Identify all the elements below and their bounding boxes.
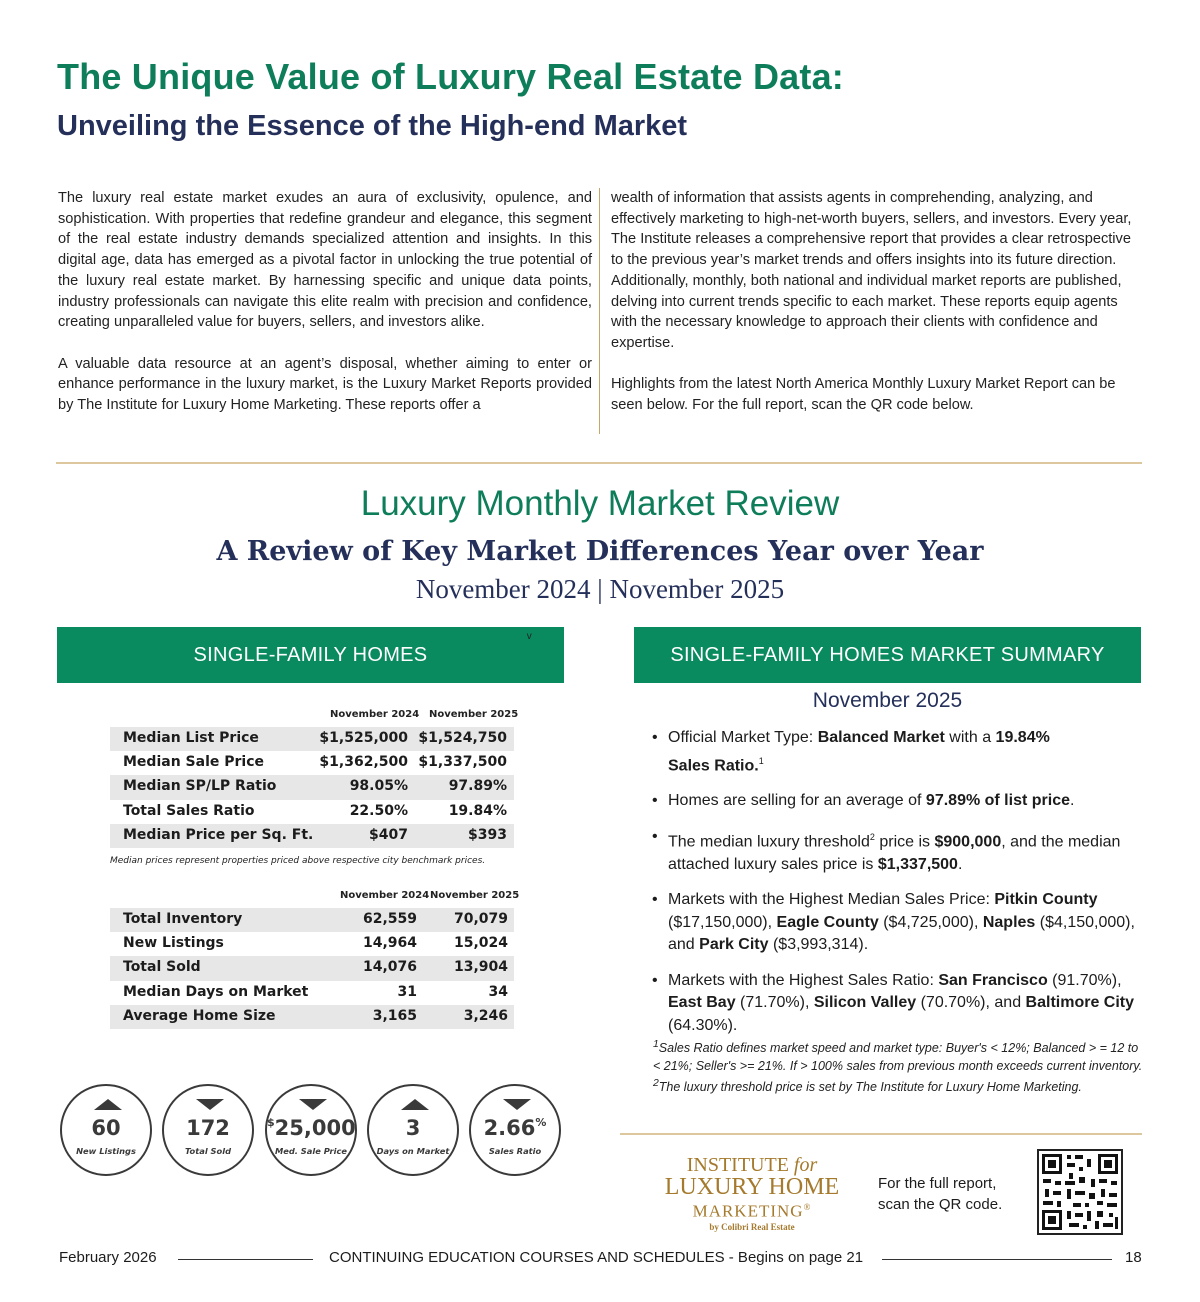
footer-rule <box>178 1259 313 1260</box>
table-row <box>110 800 514 824</box>
table-row <box>110 956 514 980</box>
table-row <box>110 908 514 932</box>
change-value: 60 <box>91 1116 121 1140</box>
page-number: 18 <box>1125 1249 1142 1266</box>
cell-2025: $1,337,500 <box>418 754 507 771</box>
cell-2024: $1,362,500 <box>319 754 408 771</box>
change-value: 172 <box>186 1116 230 1140</box>
change-badge-sales-ratio <box>469 1084 561 1176</box>
table-header <box>110 890 520 908</box>
table-row <box>110 727 514 751</box>
summary-date: November 2025 <box>812 689 963 712</box>
table-row <box>110 1005 514 1029</box>
caret-mark: v <box>526 631 532 642</box>
table-header <box>110 709 519 727</box>
row-label: Total Sold <box>123 959 201 976</box>
row-label: New Listings <box>123 935 224 952</box>
column-divider <box>599 188 600 434</box>
price-table <box>110 709 519 848</box>
article-right-column <box>611 188 1145 436</box>
cell-2024: 98.05% <box>349 778 408 795</box>
arrow-down-icon <box>196 1099 224 1110</box>
list-item: • Markets with the Highest Sales Ratio: San Francisco (91.70%), East Bay (71.70%), Silicon Valley (70.70%), and Baltimore City (64.30%). <box>652 970 1142 1038</box>
arrow-up-icon <box>94 1099 122 1110</box>
cell-2025: 34 <box>488 983 508 1000</box>
section-divider <box>620 1133 1142 1135</box>
cell-2025: $1,524,750 <box>418 730 507 746</box>
article-paragraph: Highlights from the latest North America Monthly Luxury Market Report can be seen below. For the full report, scan the QR code below. <box>611 376 1116 414</box>
cell-2024: 31 <box>397 983 417 1000</box>
review-title: Luxury Monthly Market Review <box>360 484 840 523</box>
change-badge-sale-price <box>265 1084 357 1176</box>
arrow-up-icon <box>401 1099 429 1110</box>
table-row <box>110 981 514 1005</box>
change-caption: Total Sold <box>184 1146 232 1156</box>
row-label: Median List Price <box>123 730 259 746</box>
banner-label: SINGLE-FAMILY HOMES MARKET SUMMARY <box>670 644 1105 666</box>
row-label: Median Price per Sq. Ft. <box>123 826 314 843</box>
cell-2025: 19.84% <box>448 802 507 819</box>
cell-2024: 3,165 <box>372 1007 417 1024</box>
change-caption: Days on Market <box>376 1146 450 1156</box>
cell-2024: 22.50% <box>349 802 408 819</box>
cell-2025: 3,246 <box>463 1007 508 1024</box>
arrow-down-icon <box>299 1099 327 1110</box>
change-value: 2.66% <box>483 1116 547 1140</box>
summary-list <box>652 727 1142 1037</box>
row-label: Median Sale Price <box>123 754 264 771</box>
qr-code-icon[interactable] <box>1037 1149 1123 1235</box>
institute-logo: INSTITUTE for LUXURY HOME MARKETING® by Colibri Real Estate <box>664 1154 840 1232</box>
column-header: November 2025 <box>430 890 520 901</box>
banner-label: SINGLE-FAMILY HOMES <box>193 644 428 666</box>
change-badge-new-listings <box>60 1084 152 1176</box>
row-label: Total Sales Ratio <box>123 802 255 819</box>
footer-date: February 2026 <box>59 1249 157 1266</box>
section-divider <box>56 462 1142 464</box>
list-item: • Homes are selling for an average of 97.89% of list price. <box>652 790 1142 813</box>
cell-2024: $1,525,000 <box>319 730 408 746</box>
cell-2025: 13,904 <box>453 959 508 976</box>
table-row <box>110 775 514 799</box>
review-dates: November 2024 | November 2025 <box>415 574 785 604</box>
cell-2024: $407 <box>369 826 408 843</box>
qr-caption: For the full report, scan the QR code. <box>878 1175 1003 1213</box>
market-summary-banner <box>634 627 1141 683</box>
row-label: Median SP/LP Ratio <box>123 778 277 795</box>
list-item: • Official Market Type: Balanced Market with a 19.84% Sales Ratio.$^1$ <box>652 727 1142 777</box>
change-caption: Sales Ratio <box>488 1146 542 1156</box>
change-caption: Med. Sale Price <box>274 1146 348 1156</box>
column-header: November 2025 <box>429 709 519 720</box>
change-value: 3 <box>405 1116 421 1140</box>
footer-rule <box>882 1259 1112 1260</box>
article-left-column <box>58 188 592 436</box>
cell-2024: 14,964 <box>362 935 417 952</box>
row-label: Median Days on Market <box>123 983 309 1000</box>
cell-2025: 97.89% <box>448 778 507 795</box>
cell-2025: $393 <box>468 826 507 843</box>
cell-2025: 70,079 <box>453 911 508 927</box>
article-paragraph: wealth of information that assists agents in comprehending, analyzing, and effectively marketing to high-net-worth buyers, sellers, and investors. Every year, The Institute releases a comprehensive report that provides a clear retrospective to the previous year’s market trends and offers insights into its future direction. Additionally, monthly, both national and individual market reports are published, delving into current trends specific to each market. These reports equip agents with the necessary knowledge to approach their clients with confidence and expertise. <box>611 190 1132 351</box>
inventory-table <box>110 890 520 1029</box>
single-family-banner <box>57 627 564 683</box>
summary-footnote: $^1$Sales Ratio defines market speed and market type: Buyer's < 12%; Balanced > = 12 to < 21%; Seller's >= 21%. If > 100% sales from previous month exceeds current inventory. $^2$The luxury threshold price is set by The Institute for Luxury Home Marketing. <box>653 1039 1143 1095</box>
change-caption: New Listings <box>76 1146 136 1156</box>
table-row <box>110 824 514 848</box>
change-badge-total-sold <box>162 1084 254 1176</box>
list-item: • Markets with the Highest Median Sales Price: Pitkin County ($17,150,000), Eagle County ($4,725,000), Naples ($4,150,000), and Park City ($3,993,314). <box>652 889 1142 957</box>
article-paragraph: A valuable data resource at an agent’s disposal, whether aiming to enter or enhance performance in the luxury market, is the Luxury Market Reports provided by The Institute for Luxury Home Marketing. These reports offer a <box>58 355 592 414</box>
change-badge-days-on-market <box>367 1084 459 1176</box>
cell-2025: 15,024 <box>453 935 508 952</box>
column-header: November 2024 <box>330 709 420 720</box>
column-header: November 2024 <box>340 890 430 901</box>
article-paragraph: The luxury real estate market exudes an aura of exclusivity, opulence, and sophistication. With properties that redefine grandeur and elegance, this segment of the real estate industry demands specialized attention and insights. In this digital age, data has emerged as a pivotal factor in unlocking the true potential of the luxury real estate market. By harnessing specific and unique data points, industry professionals can navigate this elite realm with precision and confidence, creating unparalleled value for buyers, sellers, and investors alike. <box>58 190 592 331</box>
review-subtitle: A Review of Key Market Differences Year over Year <box>216 536 984 567</box>
page-title: The Unique Value of Luxury Real Estate Data: <box>57 56 844 97</box>
page-subtitle: Unveiling the Essence of the High-end Market <box>57 110 688 142</box>
table-row <box>110 751 514 775</box>
change-value: $25,000 <box>267 1116 356 1140</box>
table-note: Median prices represent properties priced above respective city benchmark prices. <box>110 856 486 866</box>
footer-center-text: CONTINUING EDUCATION COURSES AND SCHEDULES - Begins on page 21 <box>329 1249 864 1266</box>
list-item: • The median luxury threshold$^2$ price is $900,000, and the median attached luxury sales price is $1,337,500. <box>652 826 1142 876</box>
cell-2024: 14,076 <box>362 959 417 976</box>
row-label: Total Inventory <box>123 911 243 927</box>
table-row <box>110 932 514 956</box>
page-footer <box>0 1248 1200 1270</box>
arrow-down-icon <box>503 1099 531 1110</box>
cell-2024: 62,559 <box>362 911 417 927</box>
row-label: Average Home Size <box>123 1007 276 1024</box>
